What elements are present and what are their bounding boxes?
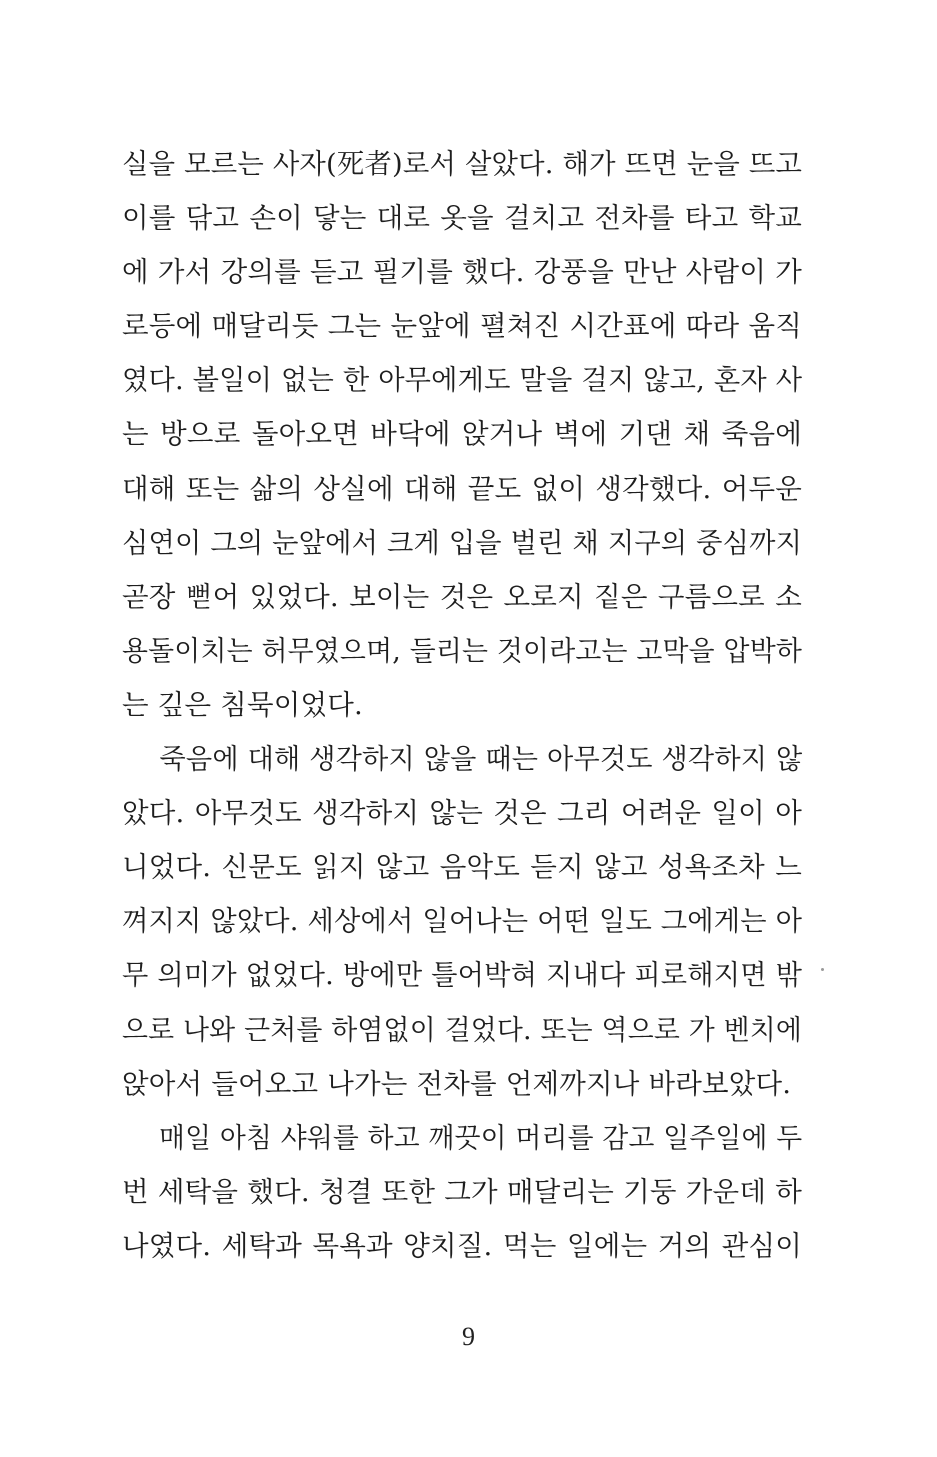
text-line: 니었다. 신문도 읽지 않고 음악도 듣지 않고 성욕조차 느 [122,851,802,884]
text-line: 으로 나와 근처를 하염없이 걸었다. 또는 역으로 가 벤치에 [122,1013,803,1046]
page-number: 9 [462,1322,475,1351]
text-line: 앉아서 들어오고 나가는 전차를 언제까지나 바라보았다. [122,1067,792,1100]
text-line: 이를 닦고 손이 닿는 대로 옷을 걸치고 전차를 타고 학교 [122,202,802,235]
text-line: 껴지지 않았다. 세상에서 일어나는 어떤 일도 그에게는 아 [122,905,803,938]
text-line: 죽음에 대해 생각하지 않을 때는 아무것도 생각하지 않 [159,743,803,776]
text-line: 는 방으로 돌아오면 바닥에 앉거나 벽에 기댄 채 죽음에 [122,418,802,451]
text-line: 로등에 매달리듯 그는 눈앞에 펼쳐진 시간표에 따라 움직 [122,310,802,343]
text-line: 는 깊은 침묵이었다. [122,688,363,721]
text-line: 용돌이치는 허무였으며, 들리는 것이라고는 고막을 압박하 [122,634,803,667]
text-line: 심연이 그의 눈앞에서 크게 입을 벌린 채 지구의 중심까지 [122,526,803,559]
text-line: 번 세탁을 했다. 청결 또한 그가 매달리는 기둥 가운데 하 [122,1175,802,1208]
paragraph-1 [122,137,802,732]
text-line: 매일 아침 샤워를 하고 깨끗이 머리를 감고 일주일에 두 [159,1121,803,1154]
text-line: 곧장 뻗어 있었다. 보이는 것은 오로지 짙은 구름으로 소 [122,580,802,613]
body-text [122,137,802,1273]
text-line: 에 가서 강의를 듣고 필기를 했다. 강풍을 만난 사람이 가 [122,256,802,289]
text-line: 실을 모르는 사자(死者)로서 살았다. 해가 뜨면 눈을 뜨고 [122,148,803,180]
text-line: 나였다. 세탁과 목욕과 양치질. 먹는 일에는 거의 관심이 [122,1229,802,1262]
text-line: 대해 또는 삶의 상실에 대해 끝도 없이 생각했다. 어두운 [122,472,802,505]
text-line: 았다. 아무것도 생각하지 않는 것은 그리 어려운 일이 아 [122,797,802,830]
paragraph-2 [122,732,802,1111]
scan-speck [821,968,824,971]
text-line: 였다. 볼일이 없는 한 아무에게도 말을 걸지 않고, 혼자 사 [122,364,803,397]
text-line: 무 의미가 없었다. 방에만 틀어박혀 지내다 피로해지면 밖 [122,959,803,992]
paragraph-3 [122,1111,802,1273]
